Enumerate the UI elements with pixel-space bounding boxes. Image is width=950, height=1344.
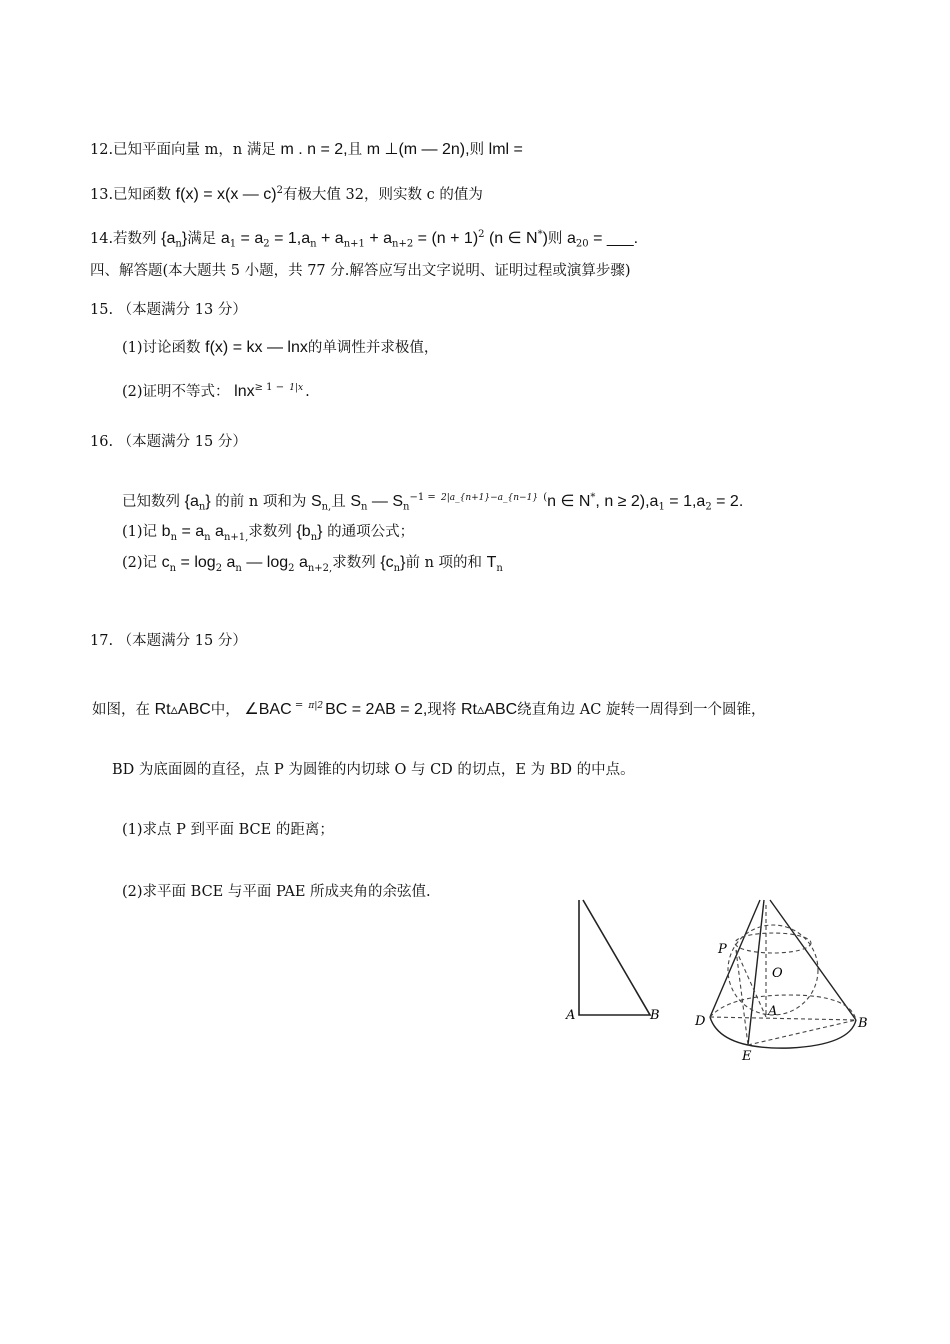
- line-q17-stem2: [112, 760, 635, 780]
- math-text: = a: [236, 229, 264, 247]
- subscript: n: [175, 238, 182, 250]
- math-text: T: [486, 554, 497, 571]
- math-text: Rt: [460, 700, 477, 718]
- subscript: n: [235, 562, 242, 574]
- math-text: m . n = 2,: [280, 141, 348, 158]
- math-text: S: [350, 492, 362, 510]
- math-text: (n ∈ N: [484, 229, 538, 247]
- text: (2)记: [122, 555, 162, 571]
- text: BD 为底面圆的直径，点 P 为圆锥的内切球 O 与 CD 的切点，E 为 BD 的中点。: [112, 762, 635, 778]
- text: 求数列: [248, 524, 297, 540]
- label-b: B: [858, 1016, 868, 1031]
- line-q12: [90, 140, 523, 160]
- math-text: + a: [364, 229, 393, 247]
- math-text: = 1,a: [269, 229, 311, 247]
- math-text: ∠BAC: [244, 700, 292, 718]
- math-text: = ___.: [588, 229, 639, 247]
- text: 现将: [427, 701, 461, 718]
- subscript: n+1: [343, 238, 365, 250]
- label-o: O: [772, 966, 783, 981]
- subscript: n,: [321, 501, 332, 513]
- subscript: n+1,: [223, 531, 249, 543]
- subscript: n+2: [392, 238, 414, 250]
- math-text: m ⊥(m — 2n),: [366, 141, 470, 158]
- math-text: = log: [176, 554, 216, 571]
- math-text: }: [400, 554, 406, 571]
- subscript: 20: [575, 238, 589, 250]
- line-q16-stem: [122, 488, 743, 518]
- subscript: n: [393, 562, 401, 574]
- subscript: n: [496, 562, 503, 574]
- text: 16. （本题满分 15 分）: [90, 434, 247, 450]
- fraction: 1|x: [289, 383, 304, 393]
- math-text: a: [294, 554, 308, 571]
- text: .: [305, 383, 310, 400]
- math-text: b: [161, 523, 171, 540]
- math-text: n ∈ N: [547, 492, 591, 510]
- supscript: 2: [276, 185, 283, 196]
- subscript: n: [403, 501, 410, 513]
- text: 则: [469, 142, 489, 158]
- line-section4: [90, 261, 631, 281]
- text: 13.已知函数: [90, 186, 176, 203]
- supscript: ≥ 1 −: [254, 382, 288, 393]
- text: 12.已知平面向量 m，n 满足: [90, 142, 281, 158]
- math-text: f(x) = x(x — c): [175, 185, 277, 203]
- line-q17-1: [122, 820, 334, 840]
- supscript: *: [590, 492, 596, 503]
- text: 的通项公式；: [322, 524, 415, 540]
- text: 有极大值 32，则实数 c 的值为: [282, 186, 483, 203]
- line-q17-title: [90, 631, 247, 651]
- text: ▵: [476, 701, 485, 718]
- supscript: 2: [478, 229, 485, 240]
- text: 如图，在: [92, 701, 155, 718]
- math-text: — log: [241, 554, 289, 571]
- text: 已知数列: [122, 493, 185, 510]
- math-text: + a: [316, 229, 344, 247]
- label-a: A: [768, 1004, 778, 1019]
- math-text: = (n + 1): [413, 229, 479, 247]
- math-text: a: [567, 229, 576, 247]
- label-b: B: [650, 1008, 660, 1023]
- text: 的单调性并求极值，: [307, 340, 439, 356]
- figure-triangle: [560, 895, 670, 1025]
- figure-cone: [690, 895, 875, 1070]
- subscript: 1: [658, 501, 665, 513]
- text: 中，: [210, 701, 245, 718]
- supscript: *: [537, 229, 543, 240]
- math-text: ABC: [484, 700, 518, 718]
- fraction: π|2: [308, 701, 324, 711]
- text: (1)讨论函数: [122, 340, 206, 356]
- text: (1)记: [122, 524, 162, 540]
- label-d: D: [695, 1014, 706, 1029]
- text: 四、解答题(本大题共 5 小题，共 77 分.解答应写出文字说明、证明过程或演算步骤): [90, 263, 631, 279]
- math-text: lnx: [234, 382, 255, 400]
- text: 14.若数列: [90, 230, 162, 247]
- math-text: S: [310, 492, 322, 510]
- line-q16-title: [90, 432, 247, 452]
- supscript: =: [291, 700, 307, 711]
- text: ▵: [170, 701, 178, 718]
- math-text: c: [161, 554, 170, 571]
- line-q14: [90, 225, 638, 255]
- math-text: lml =: [488, 141, 523, 158]
- label-p: P: [718, 942, 727, 957]
- math-text: Rt: [154, 700, 171, 718]
- math-text: a: [210, 523, 224, 540]
- math-text: = 2.: [711, 492, 744, 510]
- subscript: 1: [229, 238, 237, 250]
- math-text: a: [220, 229, 230, 247]
- text: 绕直角边 AC 旋转一周得到一个圆锥，: [517, 701, 766, 718]
- line-q17-2: [122, 882, 431, 902]
- math-text: = a: [177, 523, 205, 540]
- text: 满足: [187, 230, 221, 247]
- line-q15-2: [122, 378, 310, 402]
- line-q13: [90, 181, 483, 205]
- math-text: {c: [380, 554, 394, 571]
- text: (1)求点 P 到平面 BCE 的距离；: [122, 822, 334, 838]
- line-q15-title: [90, 300, 247, 320]
- subscript: n: [170, 531, 178, 543]
- math-text: ABC: [177, 700, 211, 718]
- text: 求数列: [332, 555, 381, 571]
- text: 17. （本题满分 15 分）: [90, 633, 247, 649]
- text: (2)证明不等式：: [122, 383, 235, 400]
- line-q16-1: [122, 522, 414, 548]
- subscript: n: [169, 562, 177, 574]
- text: 前 n 项的和: [405, 555, 487, 571]
- subscript: 2: [263, 238, 270, 250]
- text: 且: [347, 142, 367, 158]
- math-text: = 1,a: [664, 492, 706, 510]
- math-text: BC = 2AB = 2,: [325, 700, 428, 718]
- subscript: n: [361, 501, 368, 513]
- math-text: f(x) = kx — lnx: [205, 339, 308, 356]
- math-text: {a: [184, 492, 199, 510]
- subscript: n+2,: [307, 562, 333, 574]
- subscript: 2: [215, 562, 223, 574]
- math-text: {a: [161, 229, 176, 247]
- label-e: E: [742, 1049, 752, 1064]
- subscript: n: [198, 501, 206, 513]
- supscript: (: [540, 492, 548, 503]
- math-text: , n ≥ 2),a: [595, 492, 659, 510]
- math-text: }: [205, 492, 211, 510]
- line-q17-stem1: [92, 696, 765, 720]
- label-a: A: [566, 1008, 576, 1023]
- subscript: n: [204, 531, 211, 543]
- fraction: 2|a_{n+1}−a_{n−1}: [440, 493, 539, 503]
- math-text: {b: [296, 523, 311, 540]
- math-text: }: [181, 229, 188, 247]
- math-text: a: [222, 554, 236, 571]
- line-q16-2: [122, 553, 503, 579]
- text: 且: [331, 493, 351, 510]
- text: 的前 n 项和为: [210, 493, 311, 510]
- text: 则: [547, 230, 568, 247]
- supscript: −1: [409, 492, 425, 503]
- math-text: }: [317, 523, 323, 540]
- subscript: n: [310, 238, 317, 250]
- subscript: n: [310, 531, 318, 543]
- text: (2)求平面 BCE 与平面 PAE 所成夹角的余弦值.: [122, 884, 431, 900]
- math-text: ): [542, 229, 548, 247]
- math-text: — S: [367, 492, 404, 510]
- line-q15-1: [122, 338, 438, 358]
- subscript: 2: [705, 501, 712, 513]
- subscript: 2: [288, 562, 295, 574]
- text: 15. （本题满分 13 分）: [90, 302, 247, 318]
- supscript: =: [424, 492, 439, 503]
